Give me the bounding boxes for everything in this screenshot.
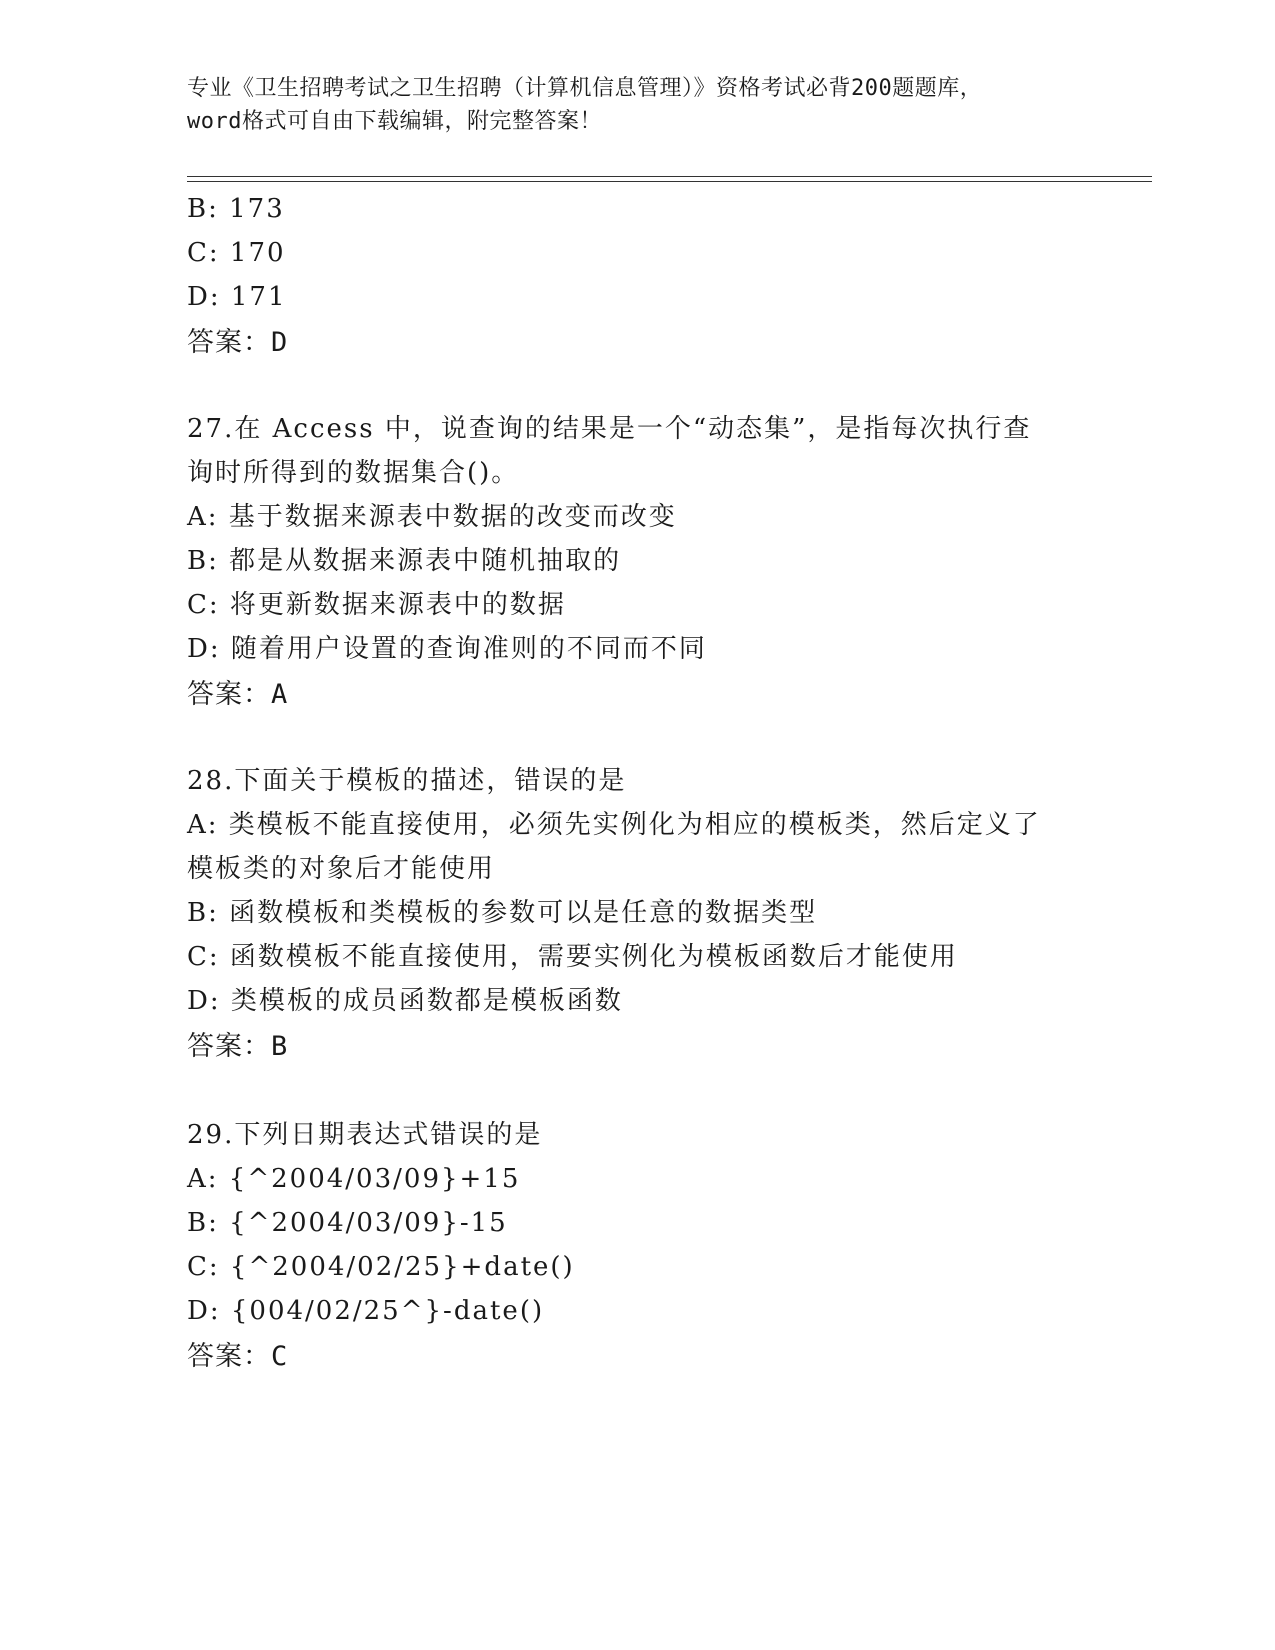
q28-answer: 答案：B [187, 1031, 289, 1062]
q26-option-d: D: 171 [187, 282, 287, 312]
q28-option-a-line2: 模板类的对象后才能使用 [187, 854, 496, 884]
q26-option-b: B: 173 [187, 194, 285, 224]
q27-stem-line2: 询时所得到的数据集合()。 [187, 458, 520, 488]
header-divider-bottom [187, 181, 1152, 182]
header-title-line1: 专业《卫生招聘考试之卫生招聘（计算机信息管理）》资格考试必背200题题库， [187, 76, 983, 101]
q27-option-a: A: 基于数据来源表中数据的改变而改变 [187, 502, 677, 532]
q26-option-c: C: 170 [187, 238, 286, 268]
q29-option-a: A: {^2004/03/09}+15 [187, 1164, 521, 1194]
q29-option-d: D: {004/02/25^}-date() [187, 1296, 545, 1326]
page-header [187, 72, 1087, 138]
q27-answer: 答案：A [187, 679, 289, 710]
q28-stem: 28.下面关于模板的描述，错误的是 [187, 766, 627, 796]
q27-option-b: B: 都是从数据来源表中随机抽取的 [187, 546, 622, 576]
header-title-line2: word格式可自由下载编辑，附完整答案！ [187, 109, 602, 134]
q27-option-c: C: 将更新数据来源表中的数据 [187, 590, 566, 620]
header-divider-top [187, 176, 1152, 177]
q27-stem-line1: 27.在 Access 中，说查询的结果是一个“动态集”，是指每次执行查 [187, 414, 1032, 444]
q29-answer: 答案：C [187, 1341, 289, 1372]
q29-option-c: C: {^2004/02/25}+date() [187, 1252, 575, 1282]
q28-option-c: C: 函数模板不能直接使用，需要实例化为模板函数后才能使用 [187, 942, 958, 972]
q28-option-d: D: 类模板的成员函数都是模板函数 [187, 986, 623, 1016]
q28-option-a-line1: A: 类模板不能直接使用，必须先实例化为相应的模板类，然后定义了 [187, 810, 1041, 840]
q29-stem: 29.下列日期表达式错误的是 [187, 1120, 543, 1150]
q27-option-d: D: 随着用户设置的查询准则的不同而不同 [187, 634, 707, 664]
q29-option-b: B: {^2004/03/09}-15 [187, 1208, 508, 1238]
q28-option-b: B: 函数模板和类模板的参数可以是任意的数据类型 [187, 898, 818, 928]
q26-answer: 答案：D [187, 327, 289, 358]
